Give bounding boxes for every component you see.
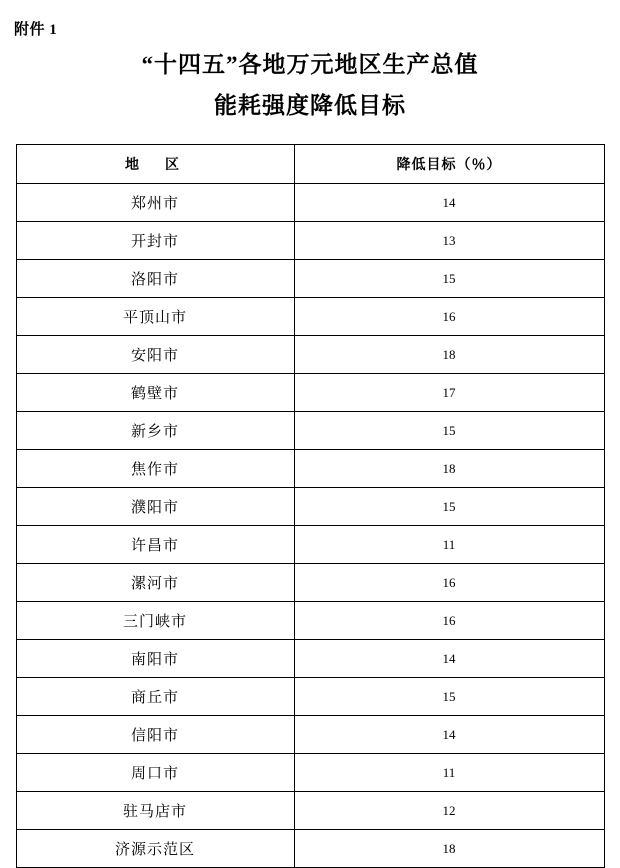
table-header-row bbox=[16, 145, 604, 184]
cell-region: 南阳市 bbox=[16, 640, 294, 678]
cell-region: 安阳市 bbox=[16, 336, 294, 374]
cell-target: 11 bbox=[294, 754, 604, 792]
cell-target: 16 bbox=[294, 298, 604, 336]
table-body bbox=[16, 184, 604, 868]
table-row bbox=[16, 678, 604, 716]
table-row bbox=[16, 602, 604, 640]
table-row bbox=[16, 792, 604, 830]
cell-region: 洛阳市 bbox=[16, 260, 294, 298]
cell-region: 平顶山市 bbox=[16, 298, 294, 336]
table-row bbox=[16, 298, 604, 336]
cell-region: 鹤壁市 bbox=[16, 374, 294, 412]
cell-target: 17 bbox=[294, 374, 604, 412]
cell-target: 16 bbox=[294, 564, 604, 602]
cell-region: 郑州市 bbox=[16, 184, 294, 222]
cell-region: 三门峡市 bbox=[16, 602, 294, 640]
table-row bbox=[16, 754, 604, 792]
page-title-line-1: “十四五”各地万元地区生产总值 bbox=[141, 52, 479, 77]
cell-target: 13 bbox=[294, 222, 604, 260]
cell-target: 15 bbox=[294, 412, 604, 450]
cell-target: 14 bbox=[294, 640, 604, 678]
table-row bbox=[16, 488, 604, 526]
cell-region: 信阳市 bbox=[16, 716, 294, 754]
cell-target: 15 bbox=[294, 488, 604, 526]
table-row bbox=[16, 564, 604, 602]
table-row bbox=[16, 412, 604, 450]
cell-region: 驻马店市 bbox=[16, 792, 294, 830]
attachment-label: 附件 1 bbox=[14, 22, 58, 38]
cell-target: 18 bbox=[294, 336, 604, 374]
table-header-region bbox=[16, 145, 294, 184]
cell-region: 周口市 bbox=[16, 754, 294, 792]
table-header-region-label: 地 区 bbox=[125, 158, 185, 173]
cell-target: 16 bbox=[294, 602, 604, 640]
cell-region: 新乡市 bbox=[16, 412, 294, 450]
cell-region: 许昌市 bbox=[16, 526, 294, 564]
cell-target: 18 bbox=[294, 450, 604, 488]
table-row bbox=[16, 450, 604, 488]
cell-target: 14 bbox=[294, 716, 604, 754]
table-row bbox=[16, 526, 604, 564]
table-row bbox=[16, 222, 604, 260]
table-row bbox=[16, 374, 604, 412]
energy-intensity-table bbox=[16, 144, 605, 868]
cell-target: 18 bbox=[294, 830, 604, 868]
cell-target: 14 bbox=[294, 184, 604, 222]
cell-region: 济源示范区 bbox=[16, 830, 294, 868]
table-header-target: 降低目标（％） bbox=[294, 145, 604, 184]
table-row bbox=[16, 716, 604, 754]
table-row bbox=[16, 640, 604, 678]
cell-region: 漯河市 bbox=[16, 564, 294, 602]
cell-region: 商丘市 bbox=[16, 678, 294, 716]
page-title bbox=[0, 0, 620, 126]
cell-target: 11 bbox=[294, 526, 604, 564]
page-title-line-2: 能耗强度降低目标 bbox=[214, 93, 406, 118]
cell-region: 濮阳市 bbox=[16, 488, 294, 526]
cell-target: 15 bbox=[294, 678, 604, 716]
table-row bbox=[16, 830, 604, 868]
table-row bbox=[16, 336, 604, 374]
table-row bbox=[16, 260, 604, 298]
cell-region: 焦作市 bbox=[16, 450, 294, 488]
cell-target: 12 bbox=[294, 792, 604, 830]
cell-target: 15 bbox=[294, 260, 604, 298]
table-row bbox=[16, 184, 604, 222]
cell-region: 开封市 bbox=[16, 222, 294, 260]
